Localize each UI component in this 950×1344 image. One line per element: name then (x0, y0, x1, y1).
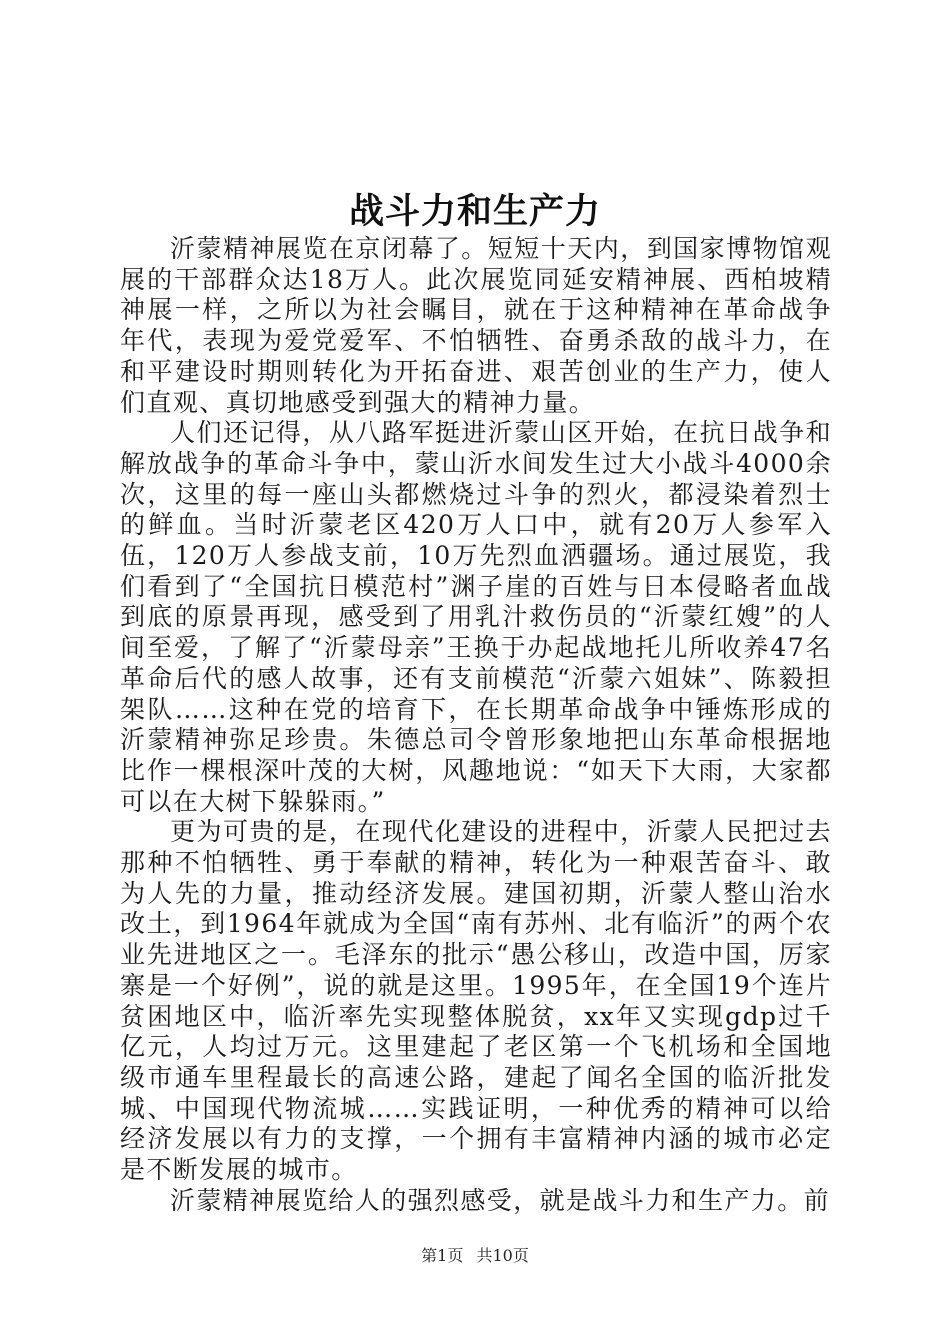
paragraph: 沂蒙精神展览在京闭幕了。短短十天内，到国家博物馆观展的干部群众达18万人。此次展览同延安精神展、西柏坡精神展一样，之所以为社会瞩目，就在于这种精神在革命战争年代，表现为爱党爱军、不怕牺牲、奋勇杀敌的战斗力，在和平建设时期则转化为开拓奋进、艰苦创业的生产力，使人们直观、真切地感受到强大的精神力量。 (120, 234, 832, 417)
page-total: 共10页 (476, 1246, 529, 1265)
paragraph: 更为可贵的是，在现代化建设的进程中，沂蒙人民把过去那种不怕牺牲、勇于奉献的精神，转化为一种艰苦奋斗、敢为人先的力量，推动经济发展。建国初期，沂蒙人整山治水改土，到1964年就成为全国“南有苏州、北有临沂”的两个农业先进地区之一。毛泽东的批示“愚公移山，改造中国，厉家寨是一个好例”，说的就是这里。1995年，在全国19个连片贫困地区中，临沂率先实现整体脱贫，xx年又实现gdp过千亿元，人均过万元。这里建起了老区第一个飞机场和全国地级市通车里程最长的高速公路，建起了闻名全国的临沂批发城、中国现代物流城……实践证明，一种优秀的精神可以给经济发展以有力的支撑，一个拥有丰富精神内涵的城市必定是不断发展的城市。 (120, 817, 832, 1185)
page-number: 第1页 (421, 1246, 464, 1265)
paragraph: 人们还记得，从八路军挺进沂蒙山区开始，在抗日战争和解放战争的革命斗争中，蒙山沂水间发生过大小战斗4000余次，这里的每一座山头都燃烧过斗争的烈火，都浸染着烈士的鲜血。当时沂蒙老区420万人口中，就有20万人参军入伍，120万人参战支前，10万先烈血洒疆场。通过展览，我们看到了“全国抗日模范村”渊子崖的百姓与日本侵略者血战到底的原景再现，感受到了用乳汁救伤员的“沂蒙红嫂”的人间至爱，了解了“沂蒙母亲”王换于办起战地托儿所收养47名革命后代的感人故事，还有支前模范“沂蒙六姐妹”、陈毅担架队……这种在党的培育下，在长期革命战争中锤炼形成的沂蒙精神弥足珍贵。朱德总司令曾形象地把山东革命根据地比作一棵根深叶茂的大树，风趣地说：“如天下大雨，大家都可以在大树下躲躲雨。” (120, 418, 832, 816)
document-title: 战斗力和生产力 (348, 191, 601, 232)
page-footer (0, 1243, 950, 1266)
document-body (120, 234, 832, 1217)
paragraph: 沂蒙精神展览给人的强烈感受，就是战斗力和生产力。前 (170, 1185, 831, 1215)
